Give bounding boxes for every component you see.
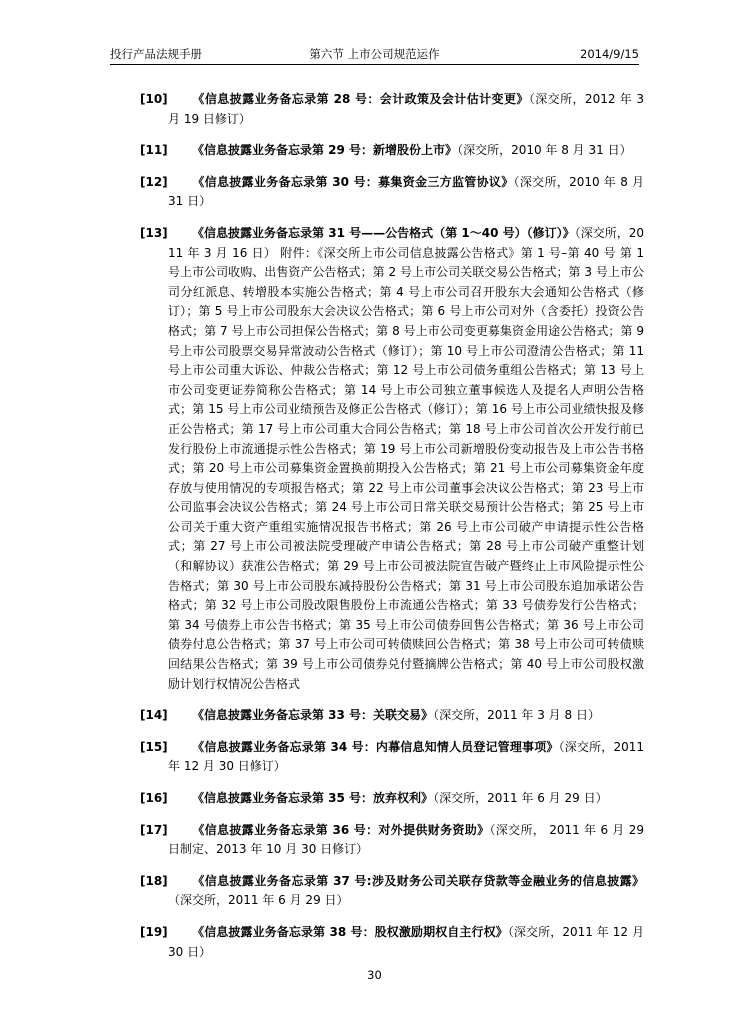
reference-source: （深交所，2011 年 3 月 16 日） 附件：《深交所上市公司信息披露公告格式》第 1 号–第 40 号 第 1 号上市公司收购、出售资产公告格式；第 2 号上市公司关联交易公告格式；第 3 号上市公司分红派息、转增股本实施公告格式；第 4 号上市公司召开股东大会通知公告格式（修订）；第 5 号上市公司股东大会决议公告格式；第 6 号上市公司对外（含委托）投资公告格式；第 7 号上市公司担保公告格式；第 8 号上市公司变更募集资金用途公告格式；第 9 号上市公司股票交易异常波动公告格式（修订）；第 10 号上市公司澄清公告格式；第 11 号上市公司重大诉讼、仲裁公告格式；第 12 号上市公司债务重组公告格式；第 13 号上市公司变更证券简称公告格式；第 14 号上市公司独立董事候选人及提名人声明公告格式；第 15 号上市公司业绩预告及修正公告格式（修订）；第 16 号上市公司业绩快报及修正公告格式；第 17 号上市公司重大合同公告格式；第 18 号上市公司首次公开发行前已发行股份上市流通提示性公告格式；第 19 号上市公司新增股份变动报告及上市公告书格式；第 20 号上市公司募集资金置换前期投入公告格式；第 21 号上市公司募集资金年度存放与使用情况的专项报告格式；第 22 号上市公司董事会决议公告格式；第 23 号上市公司监事会决议公告格式；第 24 号上市公司日常关联交易预计公告格式；第 25 号上市公司关于重大资产重组实施情况报告书格式；第 26 号上市公司破产申请提示性公告格式；第 27 号上市公司被法院受理破产申请公告格式；第 28 号上市公司破产重整计划（和解协议）获准公告格式；第 29 号上市公司被法院宣告破产暨终止上市风险提示性公告格式；第 30 号上市公司股东减持股份公告格式；第 31 号上市公司股东追加承诺公告格式；第 32 号上市公司股改限售股份上市流通公告格式；第 33 号债券发行公告格式；第 34 号债券上市公告书格式；第 35 号上市公司债券回售公告格式；第 36 号上市公司债券付息公告格式；第 37 号上市公司可转债赎回公告格式；第 38 号上市公司可转债赎回结果公告格式；第 39 号上市公司债券兑付暨摘牌公告格式；第 40 号上市公司股权激励计划行权情况公告格式 [168,225,644,691]
header-date: 2014/9/15 [580,47,639,61]
reference-number: [10] [140,92,168,106]
reference-number: [12] [140,174,168,189]
reference-source: （深交所，2012 年 3 月 19 日修订） [168,92,644,126]
reference-number: [15] [140,739,168,754]
reference-item [140,872,644,911]
reference-title: 《信息披露业务备忘录第 28 号：会计政策及会计估计变更》 [192,92,529,106]
reference-source: （深交所，2011 年 6 月 29 日） [433,791,608,805]
reference-item [140,821,644,860]
reference-source: （深交所，2011 年 12 月 30 日） [168,924,644,959]
reference-item [140,706,644,726]
reference-source: （深交所，2011 年 12 月 30 日修订） [168,739,644,774]
reference-source: （深交所，2011 年 3 月 8 日） [433,708,600,723]
reference-number: [16] [140,791,168,805]
reference-title: 《信息披露业务备忘录第 33 号：关联交易》 [192,708,434,723]
reference-item [140,141,644,161]
reference-number: [18] [140,873,168,888]
reference-item [140,789,644,809]
reference-number: [19] [140,924,168,939]
header-manual-title: 投行产品法规手册 [110,47,202,61]
reference-number: [14] [140,708,168,723]
page-header [110,44,639,65]
reference-list [140,90,644,974]
reference-item [140,738,644,777]
reference-title: 《信息披露业务备忘录第 38 号：股权激励期权自主行权》 [192,924,508,939]
reference-title: 《信息披露业务备忘录第 36 号：对外提供财务资助》 [192,822,490,837]
page-number: 30 [367,968,382,982]
reference-item [140,173,644,212]
reference-source: （深交所，2010 年 8 月 31 日） [168,174,644,209]
reference-item [140,90,644,129]
reference-item [140,224,644,694]
reference-title: 《信息披露业务备忘录第 29 号：新增股份上市》 [192,143,458,158]
reference-source: （深交所，2011 年 6 月 29 日） [168,893,349,908]
reference-source: （深交所， 2011 年 6 月 29 日制定、2013 年 10 月 30 日修订） [168,822,644,857]
reference-number: [11] [140,143,168,158]
header-section-title: 第六节 上市公司规范运作 [309,47,440,61]
reference-item [140,923,644,962]
reference-title: 《信息披露业务备忘录第 35 号：放弃权利》 [192,791,434,805]
reference-title: 《信息披露业务备忘录第 34 号：内幕信息知情人员登记管理事项》 [192,739,559,754]
reference-title: 《信息披露业务备忘录第 31 号——公告格式（第 1～40 号）（修订）》 [192,225,575,240]
reference-title: 《信息披露业务备忘录第 30 号：募集资金三方监管协议》 [192,174,514,189]
reference-number: [17] [140,822,168,837]
reference-source: （深交所，2010 年 8 月 31 日） [457,143,632,158]
reference-number: [13] [140,225,168,240]
reference-title: 《信息披露业务备忘录第 37 号:涉及财务公司关联存贷款等金融业务的信息披露》 [192,873,644,888]
